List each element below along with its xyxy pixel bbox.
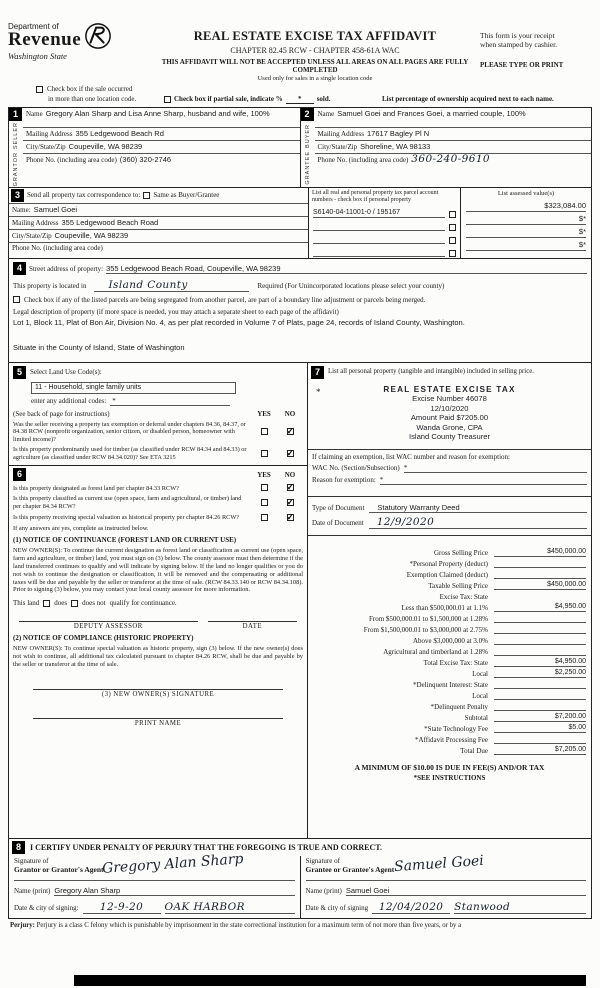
- notice-continuance-body: NEW OWNER(S): To continue the current designation as forest land or classification as current use (open space, farm and agriculture, or timber) land, you must sign on (3) below. The county assessor must then determine if the land transferred continues to qualify and will indicate by signing below. If the land no longer qualifies or you do not wish to continue the designation or classification, it will be removed and the compensating or additional taxes will be due and payable by the seller or transferor at the time of sale. (RCW 84.33.140 or RCW 84.34.108). Prior to signing (3) below, you may contact your local county assessor for more information.: [13, 547, 303, 594]
- revenue-label: Revenue: [8, 29, 82, 50]
- question-text: Is this property designated as forest land per chapter 84.33 RCW?: [13, 484, 179, 492]
- buyer-grantee-section: [300, 108, 592, 187]
- parcel-row: [309, 219, 460, 232]
- middle-columns: [8, 363, 592, 839]
- parcel-number-field[interactable]: S6140-04-11001-0 / 195167: [313, 209, 445, 218]
- yes-column-header: YES: [257, 470, 271, 479]
- tax-row-value[interactable]: $2,250.00: [494, 669, 586, 678]
- buyer-name-field[interactable]: Samuel Goei and Frances Goei, a married couple, 100%: [337, 109, 526, 118]
- tax-row: [313, 546, 586, 557]
- does-not-label: does not: [82, 599, 106, 608]
- additional-codes-field[interactable]: *: [110, 397, 230, 406]
- legal-description-field[interactable]: Lot 1, Block 11, Plat of Bon Air, Division No. 4, as per plat recorded in Volume 7 of Plats, page 24, records of Island County, Washington.: [13, 317, 465, 327]
- timber-agriculture-question: [13, 446, 303, 461]
- buyer-phone-field[interactable]: 360-240-9610: [411, 153, 490, 165]
- tax-row-label: Gross Selling Price: [433, 548, 488, 557]
- exemption-intro: If claiming an exemption, list WAC number and reason for exemption:: [312, 452, 510, 461]
- buyer-phone-row: [315, 154, 592, 167]
- corr-address-label: Mailing Address: [12, 218, 59, 227]
- s6q2-no-checkbox[interactable]: [287, 499, 294, 506]
- tax-table: [308, 546, 591, 755]
- scan-footer-bar: [74, 975, 586, 986]
- treasurer-stamp: [308, 385, 591, 442]
- tax-row: [313, 689, 586, 700]
- grantee-name-print-label: Name (print): [305, 886, 342, 895]
- section-5-badge: 5: [13, 366, 26, 379]
- seller-csz-field[interactable]: Coupeville, WA 98239: [68, 142, 143, 151]
- tax-row-value[interactable]: [494, 636, 586, 645]
- see-back-note: (See back of page for instructions): [13, 409, 110, 418]
- corr-address-row: [9, 217, 308, 230]
- stamp-amount-paid: Amount Paid $7205.00: [410, 413, 489, 423]
- personal-property-label: List all personal property (tangible and intangible) included in selling price.: [328, 367, 534, 375]
- s5q1-no-checkbox[interactable]: [287, 428, 294, 435]
- grantor-city-field[interactable]: OAK HARBOR: [165, 901, 295, 914]
- tax-row: [313, 733, 586, 744]
- corr-name-label: Name:: [12, 205, 31, 214]
- section-6-badge: 6: [13, 468, 26, 481]
- parcel-personal-checkbox[interactable]: [449, 250, 456, 257]
- historic-property-question: [13, 514, 303, 522]
- seller-phone-field[interactable]: (360) 320-2746: [119, 155, 172, 164]
- buyer-address-label: Mailing Address: [317, 130, 364, 138]
- assessed-value-field[interactable]: $*: [466, 240, 586, 251]
- parcel-number-field[interactable]: [313, 248, 445, 257]
- tax-row-value[interactable]: $4,950.00: [494, 603, 586, 612]
- partial-sale-label: Check box if partial sale, indicate %: [174, 95, 283, 103]
- tax-row-label: From $1,500,000.01 to $3,000,000 at 2.75%: [363, 625, 488, 634]
- grantee-signature[interactable]: Samuel Goei: [393, 852, 484, 875]
- grantee-agent-label: Grantee or Grantee's Agent: [305, 864, 395, 874]
- land-use-section: [9, 363, 307, 467]
- certification-section: [8, 839, 592, 919]
- buyer-csz-field[interactable]: Shoreline, WA 98133: [360, 142, 431, 151]
- same-as-buyer-label: Same as Buyer/Grantee: [153, 191, 220, 200]
- s6q3-yes-checkbox[interactable]: [261, 514, 268, 521]
- tax-row-value[interactable]: $450,000.00: [494, 548, 586, 557]
- tax-row-label: Total Due: [460, 746, 488, 755]
- tax-row: [313, 711, 586, 722]
- tax-row: [313, 590, 586, 601]
- no-column-header: NO: [284, 409, 296, 418]
- property-location-section: [8, 259, 592, 363]
- additional-codes-label: enter any additional codes:: [31, 396, 107, 405]
- doc-date-field[interactable]: 12/9/2020: [369, 516, 587, 529]
- tax-row-value[interactable]: $7,200.00: [494, 713, 586, 722]
- grantor-name-print-field[interactable]: Gregory Alan Sharp: [54, 886, 294, 896]
- tax-row-label: *Delinquent Penalty: [430, 702, 488, 711]
- doc-date-label: Date of Document: [312, 518, 364, 527]
- seller-address-row: [23, 128, 300, 141]
- s5q2-yes-checkbox[interactable]: [261, 450, 268, 457]
- stamp-treasurer-title: Island County Treasurer: [408, 432, 491, 442]
- buyer-vert-label: BUYER: [304, 123, 311, 148]
- grantor-signature-block: [9, 850, 300, 918]
- usage-note: Used only for sales in a single location code: [257, 75, 373, 82]
- reason-exemption-label: Reason for exemption:: [312, 475, 376, 484]
- corr-phone-label: Phone No. (including area code): [12, 243, 103, 252]
- tax-row-label: Taxable Selling Price: [428, 581, 488, 590]
- situate-line: Situate in the County of Island, State of Washington: [13, 342, 185, 352]
- stamp-date: 12/10/2020: [430, 403, 469, 413]
- doc-type-field[interactable]: Statutory Warranty Deed: [369, 503, 587, 513]
- deputy-date-line[interactable]: DATE: [208, 621, 297, 630]
- parcel-personal-checkbox[interactable]: [449, 237, 456, 244]
- seller-name-label: Name: [26, 110, 43, 118]
- question-text: Was the seller receiving a property tax exemption or deferral under chapters 84.36, 84.37, or 84.38 RCW (nonprofit organization, senior citizen, or disabled person, homeowner with limited income)?: [13, 420, 246, 443]
- tax-row: [313, 722, 586, 733]
- assessed-value-field[interactable]: $*: [466, 227, 586, 238]
- chapter-subtitle: CHAPTER 82.45 RCW - CHAPTER 458-61A WAC: [230, 46, 400, 55]
- tax-row-value[interactable]: [494, 691, 586, 700]
- top-options: [36, 85, 592, 104]
- grantor-signature-of-label: Signature of: [14, 856, 49, 865]
- form-title: REAL ESTATE EXCISE TAX AFFIDAVIT: [193, 29, 437, 43]
- corr-address-field[interactable]: 355 Ledgewood Beach Road: [61, 217, 159, 227]
- does-checkbox[interactable]: [43, 600, 50, 607]
- grantee-vert-label: GRANTEE: [304, 150, 311, 185]
- notice-continuance-title: (1) NOTICE OF CONTINUANCE (FOREST LAND OR CURRENT USE): [13, 536, 237, 545]
- parties-section: [8, 107, 592, 188]
- tax-row-label: *State Technology Fee: [424, 724, 488, 733]
- tax-row: [313, 568, 586, 579]
- tax-row: [313, 744, 586, 755]
- section-4-badge: 4: [13, 262, 26, 275]
- seller-address-label: Mailing Address: [26, 130, 73, 138]
- parcel-personal-checkbox[interactable]: [449, 224, 456, 231]
- section-3-badge: 3: [11, 189, 24, 202]
- parcel-number-field[interactable]: [313, 222, 445, 231]
- assessed-values-header: List assessed value(s): [497, 189, 555, 197]
- corr-csz-row: [9, 230, 308, 243]
- assessed-value-field[interactable]: $323,084.00: [466, 201, 586, 212]
- notice-compliance-body: NEW OWNER(S): To continue special valuation as historic property, sign (3) below. If the new owner(s) does not wish to continue, all additional tax calculated pursuant to chapter 84.26 RCW, shall be due and payable by the seller or transferor at the time of sale.: [13, 645, 303, 668]
- s5q1-yes-checkbox[interactable]: [261, 428, 268, 435]
- corr-name-field[interactable]: Samuel Goei: [33, 204, 78, 214]
- s6q1-no-checkbox[interactable]: [287, 484, 294, 491]
- minimum-due-note: A MINIMUM OF $10.00 IS DUE IN FEE(S) AND/OR TAX: [354, 762, 545, 772]
- same-as-buyer-checkbox[interactable]: [143, 192, 150, 199]
- buyer-name-label: Name: [317, 110, 335, 118]
- new-owner-signature-line[interactable]: (3) NEW OWNER(S) SIGNATURE: [33, 689, 283, 698]
- corr-csz-label: City/State/Zip: [12, 231, 52, 240]
- grantor-agent-label: Grantor or Grantor's Agent: [14, 864, 104, 874]
- deputy-assessor-signature-line[interactable]: DEPUTY ASSESSOR: [19, 621, 198, 630]
- stamp-treasurer-name: Wanda Grone, CPA: [416, 422, 483, 432]
- tax-row-label: Less than $500,000.01 at 1.1%: [401, 603, 488, 612]
- tax-row-label: From $500,000.01 to $1,500,000 at 1.28%: [369, 614, 488, 623]
- wac-number-field[interactable]: *: [404, 464, 587, 473]
- perjury-label: Perjury:: [10, 921, 35, 929]
- dor-logo-block: [8, 22, 150, 82]
- doc-type-label: Type of Document: [312, 503, 365, 512]
- see-instructions-note: *SEE INSTRUCTIONS: [413, 773, 486, 782]
- tax-row-value[interactable]: [494, 592, 586, 601]
- parcel-personal-checkbox[interactable]: [449, 211, 456, 218]
- tax-row: [313, 601, 586, 612]
- seller-vert-label: SELLER: [13, 122, 19, 150]
- assessed-value-field[interactable]: $*: [466, 214, 586, 225]
- tax-row-label: Excise Tax: State: [439, 592, 488, 601]
- multi-location-checkbox[interactable]: [36, 86, 43, 93]
- please-type-note: PLEASE TYPE OR PRINT: [480, 61, 564, 69]
- tax-row: [313, 656, 586, 667]
- qualify-row: [13, 599, 303, 607]
- print-name-line[interactable]: PRINT NAME: [33, 718, 283, 727]
- tax-row: [313, 645, 586, 656]
- tax-row: [313, 612, 586, 623]
- county-field[interactable]: Island County: [94, 279, 249, 292]
- tax-row-label: Subtotal: [464, 713, 488, 722]
- revenue-logo-icon: [84, 22, 112, 50]
- send-correspondence-label: Send all property tax correspondence to:: [27, 191, 141, 200]
- does-label: does: [54, 599, 68, 608]
- receipt-note-line2: when stamped by cashier.: [480, 40, 558, 49]
- perjury-note: [8, 922, 592, 929]
- completion-warning: THIS AFFIDAVIT WILL NOT BE ACCEPTED UNLESS ALL AREAS ON ALL PAGES ARE FULLY COMPLETED: [161, 58, 469, 74]
- tax-row-label: Total Excise Tax: State: [423, 658, 488, 667]
- stamp-title: REAL ESTATE EXCISE TAX: [383, 384, 516, 394]
- grantor-date-city-label: Date & city of signing:: [14, 903, 79, 912]
- legal-description-label: Legal description of property (if more space is needed, you may attach a separate sheet to each page of the affidavit): [13, 307, 339, 316]
- tax-row-label: Local: [472, 669, 488, 678]
- grantee-name-print-field[interactable]: Samuel Goei: [346, 886, 586, 896]
- grantor-name-print-label: Name (print): [14, 886, 51, 895]
- tax-row: [313, 700, 586, 711]
- partial-sale-checkbox[interactable]: [164, 96, 171, 103]
- tax-row: [313, 623, 586, 634]
- s6q2-yes-checkbox[interactable]: [261, 499, 268, 506]
- tax-row-value[interactable]: [494, 570, 586, 579]
- excise-tax-section: [308, 363, 591, 838]
- grantor-signature[interactable]: Gregory Alan Sharp: [101, 850, 245, 877]
- tax-row: [313, 678, 586, 689]
- this-land-label: This land: [13, 599, 40, 608]
- tax-row-value[interactable]: [494, 702, 586, 711]
- no-column-header: NO: [284, 470, 296, 479]
- parcel-row: [309, 232, 460, 245]
- form-header: [8, 22, 592, 82]
- grantor-date-field[interactable]: 12-9-20: [83, 901, 161, 914]
- partial-sale-percent-field[interactable]: *: [286, 96, 314, 104]
- buyer-csz-label: City/State/Zip: [317, 143, 358, 151]
- tax-row-value[interactable]: [494, 625, 586, 634]
- tax-row-value[interactable]: $7,205.00: [494, 746, 586, 755]
- question-text: Is this property classified as current use (open space, farm and agricultural, or timber) land per chapter 84.34 RCW?: [13, 495, 242, 511]
- buyer-address-row: [315, 128, 592, 141]
- buyer-phone-label: Phone No. (including area code): [317, 156, 409, 164]
- tax-row-label: *Personal Property (deduct): [409, 559, 488, 568]
- located-in-label: This property is located in: [13, 281, 87, 290]
- washington-state-label: Washington State: [8, 51, 67, 61]
- parcel-numbers-header: List all real and personal property tax parcel account numbers - check box if personal property: [312, 189, 439, 203]
- seller-name-field[interactable]: Gregory Alan Sharp and Lisa Anne Sharp, husband and wife, 100%: [45, 109, 270, 118]
- grantor-vert-label: GRANTOR: [13, 152, 19, 187]
- certify-statement: I CERTIFY UNDER PENALTY OF PERJURY THAT THE FOREGOING IS TRUE AND CORRECT.: [30, 842, 383, 852]
- seller-name-row: [23, 108, 300, 128]
- tax-row-value[interactable]: [494, 559, 586, 568]
- exemption-deferral-question: [13, 421, 303, 444]
- parcel-row: [309, 206, 460, 219]
- qualify-label: qualify for continuance.: [109, 599, 177, 608]
- s6q3-no-checkbox[interactable]: [287, 514, 294, 521]
- stamp-excise-number: Excise Number 46078: [412, 394, 487, 404]
- tax-row-value[interactable]: [494, 647, 586, 656]
- parcel-number-field[interactable]: [313, 235, 445, 244]
- s6q1-yes-checkbox[interactable]: [261, 484, 268, 491]
- tax-row-value[interactable]: $4,950.00: [494, 658, 586, 667]
- corr-phone-row: [9, 243, 308, 256]
- seller-phone-row: [23, 154, 300, 167]
- parcel-row: [309, 245, 460, 258]
- yes-column-header: YES: [257, 409, 271, 418]
- seller-csz-label: City/State/Zip: [26, 143, 66, 151]
- section-7-badge: 7: [311, 366, 324, 379]
- street-address-field[interactable]: 355 Ledgewood Beach Road, Coupeville, WA 98239: [106, 264, 587, 274]
- tax-row: [313, 667, 586, 678]
- grantee-signature-of-label: Signature of: [305, 856, 340, 865]
- seller-grantor-section: [9, 108, 300, 187]
- tax-row: [313, 557, 586, 568]
- multi-location-label-1: Check box if the sale occurred: [47, 85, 133, 93]
- seller-address-field[interactable]: 355 Ledgewood Beach Rd: [75, 129, 164, 138]
- tax-row-value[interactable]: [494, 614, 586, 623]
- section-8-badge: 8: [12, 841, 25, 854]
- notice-compliance-title: (2) NOTICE OF COMPLIANCE (HISTORIC PROPERTY): [13, 634, 194, 643]
- tax-correspondence-section: [8, 188, 592, 259]
- current-use-question: [13, 495, 303, 510]
- located-required-note: Required (For Unincorporated locations please select your county): [257, 281, 445, 290]
- corr-csz-field[interactable]: Coupeville, WA 98239: [54, 230, 129, 240]
- wac-number-label: WAC No. (Section/Subsection): [312, 463, 400, 472]
- grantee-signature-block: [300, 852, 592, 918]
- ownership-percentage-note: List percentage of ownership acquired next to each name.: [382, 95, 554, 103]
- partial-sale-sold-label: sold.: [316, 95, 331, 103]
- perjury-text: Perjury is a class C felony which is punishable by imprisonment in the state correctional institution for a maximum term of not more than five years, or by a: [36, 921, 462, 929]
- grantee-date-city-label: Date & city of signing: [305, 903, 369, 912]
- if-yes-note: If any answers are yes, complete as instructed below.: [13, 524, 149, 532]
- forest-land-question: [13, 484, 303, 492]
- tax-row-label: *Delinquent Interest: State: [412, 680, 488, 689]
- grantee-city-field[interactable]: Stanwood: [454, 901, 586, 914]
- seller-csz-row: [23, 141, 300, 154]
- tax-row-label: *Affidavit Processing Fee: [415, 735, 488, 744]
- receipt-note-line1: This form is your receipt: [480, 31, 555, 40]
- buyer-name-row: [315, 108, 592, 128]
- tax-row-label: Agricultural and timberland at 1.28%: [383, 647, 488, 656]
- tax-row-value[interactable]: [494, 735, 586, 744]
- question-text: Is this property predominantly used for timber (as classified under RCW 84.34 and 84.33) or agriculture (as classified under RCW 84.34.020)? See ETA 3215: [13, 446, 247, 461]
- tax-row-label: Exemption Claimed (deduct): [406, 570, 488, 579]
- tax-row-value[interactable]: [494, 680, 586, 689]
- corr-name-row: [9, 204, 308, 217]
- section-1-badge: 1: [9, 108, 22, 121]
- tax-row-value[interactable]: $5.00: [494, 724, 586, 733]
- reason-exemption-field[interactable]: *: [380, 476, 587, 485]
- correspondence-header-row: [9, 188, 308, 204]
- tax-row-label: Local: [472, 691, 488, 700]
- question-text: Is this property receiving special valuation as historical property per chapter 84.26 RCW?: [13, 513, 240, 521]
- land-use-select[interactable]: 11 - Household, single family units: [31, 382, 236, 394]
- s5q2-no-checkbox[interactable]: [287, 450, 294, 457]
- does-not-checkbox[interactable]: [71, 600, 78, 607]
- segregated-label: Check box if any of the listed parcels are being segregated from another parcel, are part of a boundary line adjustment or parcels being merged.: [24, 295, 426, 304]
- land-use-label: Select Land Use Code(s):: [30, 368, 102, 377]
- tax-row-label: Above $3,000,000 at 3.0%: [412, 636, 488, 645]
- tax-row-value[interactable]: $450,000.00: [494, 581, 586, 590]
- tax-row: [313, 634, 586, 645]
- multi-location-label-2: in more than one location code.: [48, 95, 137, 103]
- buyer-address-field[interactable]: 17617 Bagley Pl N: [366, 129, 430, 138]
- dept-of-label: Department of: [8, 22, 59, 31]
- street-address-label: Street address of property:: [29, 264, 104, 273]
- personal-property-star: *: [316, 386, 321, 397]
- land-designation-section: [9, 466, 307, 837]
- section-2-badge: 2: [301, 108, 314, 121]
- grantee-date-field[interactable]: 12/04/2020: [372, 901, 450, 914]
- segregated-checkbox[interactable]: [13, 296, 20, 303]
- tax-row: [313, 579, 586, 590]
- seller-phone-label: Phone No. (including area code): [26, 156, 117, 164]
